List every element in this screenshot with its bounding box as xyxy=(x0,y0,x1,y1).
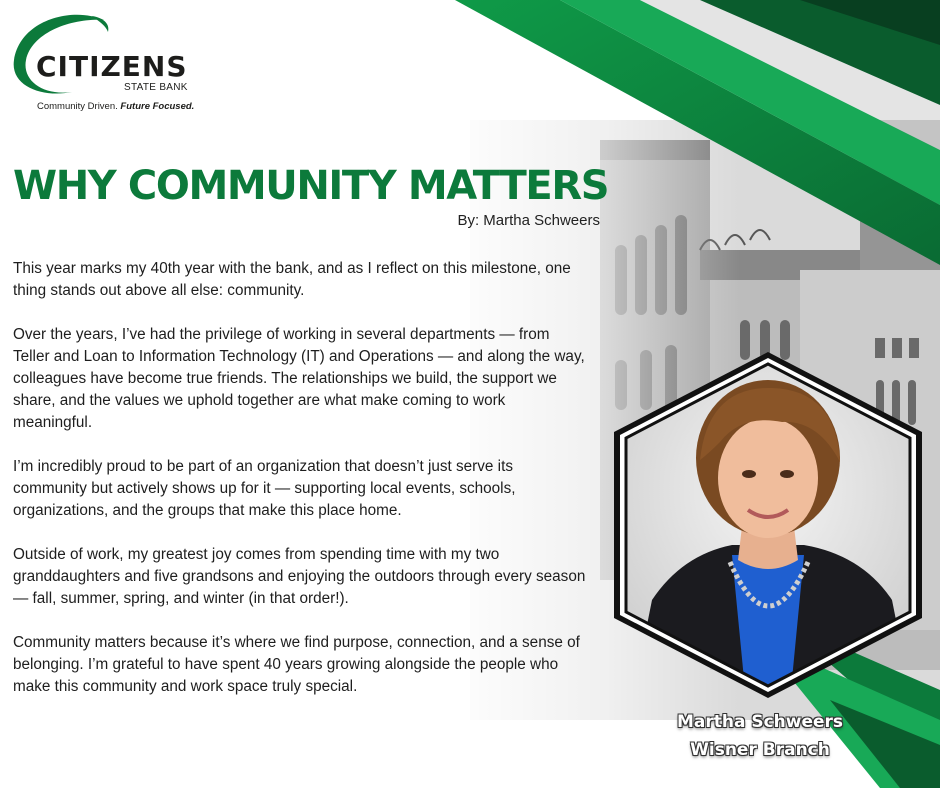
article-paragraph: This year marks my 40th year with the bank, and as I reflect on this milestone, one thing stands out above all else: community. xyxy=(13,260,571,299)
caption-branch: Wisner Branch xyxy=(690,740,830,760)
article-paragraph: Community matters because it’s where we find purpose, connection, and a sense of belonging. I’m grateful to have spent 40 years growing alongside the people who make this community and work space truly special. xyxy=(13,634,580,695)
tagline-regular: Community Driven. xyxy=(37,101,118,112)
logo-wordmark: CITIZENS xyxy=(36,50,188,83)
brand-tagline xyxy=(37,101,194,112)
page-title: WHY COMMUNITY MATTERS xyxy=(13,163,609,209)
article-paragraph: Over the years, I’ve had the privilege of working in several departments — from Teller and Loan to Information Technology (IT) and Operations — and along the way, colleagues have become true friends. The relationships we build, the support we share, and the values we uphold together are what make coming to work meaningful. xyxy=(13,326,585,431)
portrait-caption xyxy=(640,708,880,764)
caption-name: Martha Schweers xyxy=(676,712,844,732)
article-paragraph: Outside of work, my greatest joy comes from spending time with my two granddaughters and five grandsons and enjoying the outdoors through every season — fall, summer, spring, and winter (in that order!). xyxy=(13,546,586,607)
logo-subtitle: STATE BANK xyxy=(124,82,188,93)
article-paragraph: I’m incredibly proud to be part of an organization that doesn’t just serve its community but actively shows up for it — supporting local events, schools, organizations, and the groups that make this place home. xyxy=(13,458,516,519)
byline: By: Martha Schweers xyxy=(457,212,600,229)
tagline-bold: Future Focused. xyxy=(120,101,195,112)
article-body xyxy=(13,258,588,720)
portrait-photo xyxy=(612,350,924,700)
